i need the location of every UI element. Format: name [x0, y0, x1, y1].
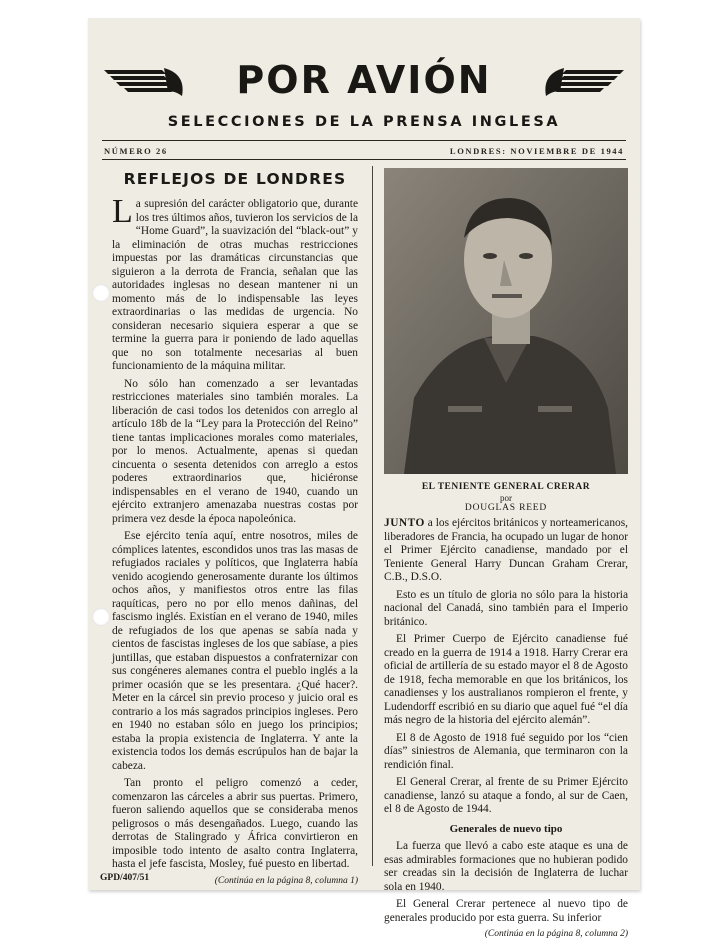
divider: [102, 159, 626, 160]
article-body: [384, 517, 628, 925]
column-divider: [372, 166, 373, 866]
portrait-photo: [384, 168, 628, 474]
author-name: DOUGLAS REED: [464, 503, 548, 513]
article-paragraph: Tan pronto el peligro comenzó a ceder, comenzaron las cárceles a abrir sus puertas. Primero, fueron saliendo aquellos que se consideraba menos peligrosos o más desengañados. Luego, cuando las derrotas de Stalingrado y África convirtieron en imposible todo intento de asalto contra Inglaterra, hasta el jefe fascista, Mosley, fué puesto en libertad.: [112, 777, 358, 870]
article-paragraph: El 8 de Agosto de 1918 fué seguido por los “cien días” siniestros de Alemania, que terminaron con la rendición final.: [384, 731, 628, 771]
article-paragraph: La supresión del carácter obligatorio que, durante los tres últimos años, tuvieron los servicios de la “Home Guard”, la suavización del “black-out” y la eliminación de otras muchas restricciones impuestas por las dramáticas circunstancias que siguieron a la derrota de Francia, señalan que las autoridades inglesas no desean mantener ni un momento más de lo indispensable las leyes extraordinarias o las medidas de urgencia. No consideran necesario siquiera esperar a que se termine la guerra para ir poniendo de lado aquellas que no son totalmente necesarias al buen funcionamiento de la máquina militar.: [112, 193, 358, 372]
newspaper-page: [88, 18, 640, 939]
left-column: [112, 168, 358, 886]
article-paragraph: Esto es un título de gloria no sólo para la historia nacional del Canadá, sino también para el Imperio británico.: [384, 588, 628, 628]
punch-hole: [92, 608, 110, 626]
article-paragraph: El General Crerar, al frente de su Primer Ejército canadiense, lanzó su ataque a fondo, al sur de Caen, el 8 de Agosto de 1944.: [384, 776, 628, 815]
section-subhead: Generales de nuevo tipo: [449, 822, 563, 835]
article-paragraph: Ese ejército tenía aquí, entre nosotros, miles de cómplices latentes, escondidos unos tras las masas de refugiados raciales y políticos, que Inglaterra había venido acogiendo generosamente durante los últimos ochos años, y manifiestos otros entre las filas raquíticas, pero no por ello menos dañinas, del fascismo inglés. Existían en el verano de 1940, miles de refugiados de los que apenas se sabía nada y cientos de fascistas ingleses de los que sabíase, a pies juntillas, que estaban dispuestos a confraternizar con sus congéneres alemanes contra el pueblo inglés a la primer ocasión que se les presentara. ¿Qué hacer?. Meter en la cárcel sin previo proceso y juicio oral es contrario a los más sagrados principios ingleses. Pero en 1940 no estaban sólo en juego los principios; estaba la propia existencia de Inglaterra. Y ante la existencia todos los demás escrúpulos han de bajar la cabeza.: [112, 530, 358, 772]
continuation-note: (Continúa en la página 8, columna 1): [214, 875, 358, 886]
masthead-title: POR AVIÓN: [236, 58, 492, 102]
punch-hole: [92, 284, 110, 302]
masthead-subtitle: SELECCIONES DE LA PRENSA INGLESA: [167, 114, 561, 130]
issue-date: LONDRES: NOVIEMBRE DE 1944: [449, 146, 624, 156]
right-column: [384, 168, 628, 939]
article-headline: REFLEJOS DE LONDRES: [123, 170, 347, 188]
photo-caption: EL TENIENTE GENERAL CRERAR: [421, 482, 591, 492]
byline-por: por: [500, 493, 512, 503]
document-code: GPD/407/51: [100, 873, 150, 883]
drop-cap: L: [112, 193, 133, 230]
article-paragraph: La fuerza que llevó a cabo este ataque es una de esas admirables formaciones que no hubieran podido ser creadas sin la decisión de Inglaterra de luchar sola en 1940.: [384, 840, 628, 893]
article-body: [112, 193, 358, 872]
divider: [102, 140, 626, 141]
article-paragraph: JUNTO a los ejércitos británicos y norteamericanos, liberadores de Francia, ha ocupado un lugar de honor el Primer Ejército canadiense, mandado por el Teniente General Harry Duncan Graham Crerar, C.B., D.S.O.: [384, 517, 628, 583]
article-paragraph: El General Crerar pertenece al nuevo tipo de generales producido por esta guerra. Su inferior: [384, 898, 628, 924]
article-paragraph: No sólo han comenzado a ser levantadas restricciones materiales sino también morales. La liberación de casi todos los detenidos con arreglo al artículo 18b de la “Ley para la Protección del Reino” tiene tantas implicaciones morales como materiales, por lo menos. Actualmente, apenas si quedan cincuenta o sesenta detenidos con arreglo a estos poderes extraordinarios que, hiciéronse indispensables en el verano de 1940, cuando un ejército extranjero amenazaba nuestras costas por primera vez desde la época napoleónica.: [112, 377, 358, 525]
issue-number: NÚMERO 26: [104, 146, 168, 156]
article-paragraph: El Primer Cuerpo de Ejército canadiense fué creado en la guerra de 1914 a 1918. Harry Crerar era oficial de artillería de su estado mayor el 8 de Agosto de 1918, fecha memorable en que los británicos, los canadienses y los australianos rompieron el frente, y Ludendorff escribió en su diario que aquel fué “el día más negro de la historia del ejército alemán”.: [384, 633, 628, 726]
continuation-note: (Continúa en la página 8, columna 2): [484, 929, 628, 939]
